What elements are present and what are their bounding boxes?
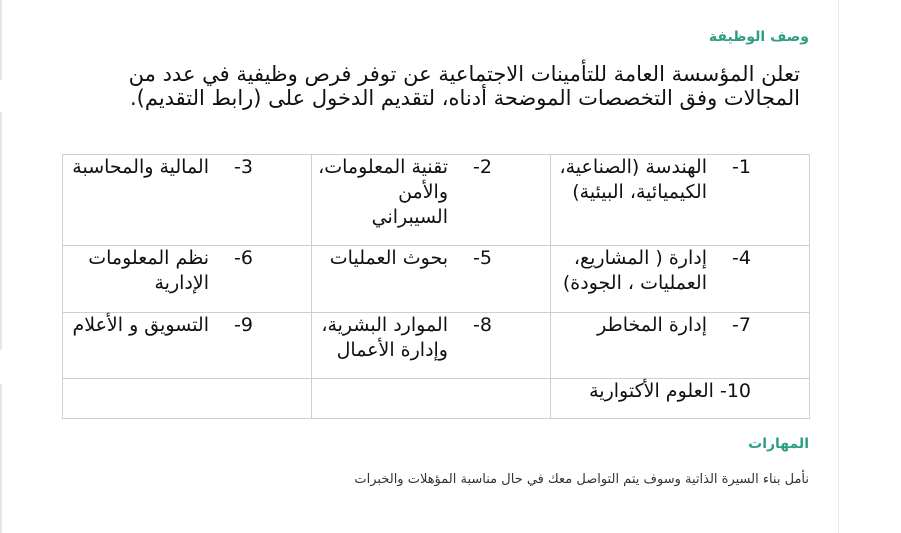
table-cell xyxy=(312,155,551,246)
item-number: 3- xyxy=(234,156,253,178)
specialties-table xyxy=(62,154,810,419)
item-number: 4- xyxy=(732,247,751,269)
skills-heading: المهارات xyxy=(748,436,809,452)
item-number: 7- xyxy=(732,314,751,336)
specialty-label: بحوث العمليات xyxy=(329,247,448,269)
page-edge xyxy=(0,0,2,80)
specialty-label: تقنية المعلومات، والأمن السيبراني xyxy=(318,156,448,228)
specialty-label: التسويق و الأعلام xyxy=(72,314,209,336)
item-number: 1- xyxy=(732,156,751,178)
table-cell xyxy=(63,313,312,379)
item-number: 5- xyxy=(473,247,492,269)
table-cell xyxy=(312,246,551,313)
table-cell xyxy=(551,313,810,379)
item-number: 8- xyxy=(473,314,492,336)
specialty-label: نظم المعلومات الإدارية xyxy=(88,247,209,294)
table-cell xyxy=(312,313,551,379)
table-row xyxy=(63,379,810,419)
specialty-label: إدارة ( المشاريع، العمليات ، الجودة) xyxy=(562,247,707,294)
content-divider xyxy=(838,0,839,533)
specialty-label: المالية والمحاسبة xyxy=(72,156,209,178)
table-row xyxy=(63,313,810,379)
item-number: 2- xyxy=(473,156,492,178)
table-row xyxy=(63,155,810,246)
table-cell xyxy=(312,379,551,419)
item-number: 9- xyxy=(234,314,253,336)
specialty-label: الهندسة (الصناعية، الكيميائية، البيئية) xyxy=(559,156,707,203)
table-cell xyxy=(63,246,312,313)
specialty-label: 10- العلوم الأكتوارية xyxy=(589,380,751,402)
job-description-intro: تعلن المؤسسة العامة للتأمينات الاجتماعية عن توفر فرص وظيفية في عدد من المجالات وفق التخصصات الموضحة أدناه، لتقديم الدخول على (رابط التقديم). xyxy=(128,62,800,110)
job-description-heading: وصف الوظيفة xyxy=(708,29,809,45)
table-cell xyxy=(551,155,810,246)
page-edge xyxy=(0,384,2,533)
table-cell xyxy=(551,246,810,313)
skills-text: نأمل بناء السيرة الذاتية وسوف يتم التواصل معك في حال مناسبة المؤهلات والخبرات xyxy=(354,472,809,487)
table-cell xyxy=(63,379,312,419)
table-cell xyxy=(63,155,312,246)
table-cell xyxy=(551,379,810,419)
item-number: 6- xyxy=(234,247,253,269)
table-row xyxy=(63,246,810,313)
page-edge xyxy=(0,112,2,350)
specialty-label: الموارد البشرية، وإدارة الأعمال xyxy=(321,314,448,361)
specialty-label: إدارة المخاطر xyxy=(597,314,707,336)
